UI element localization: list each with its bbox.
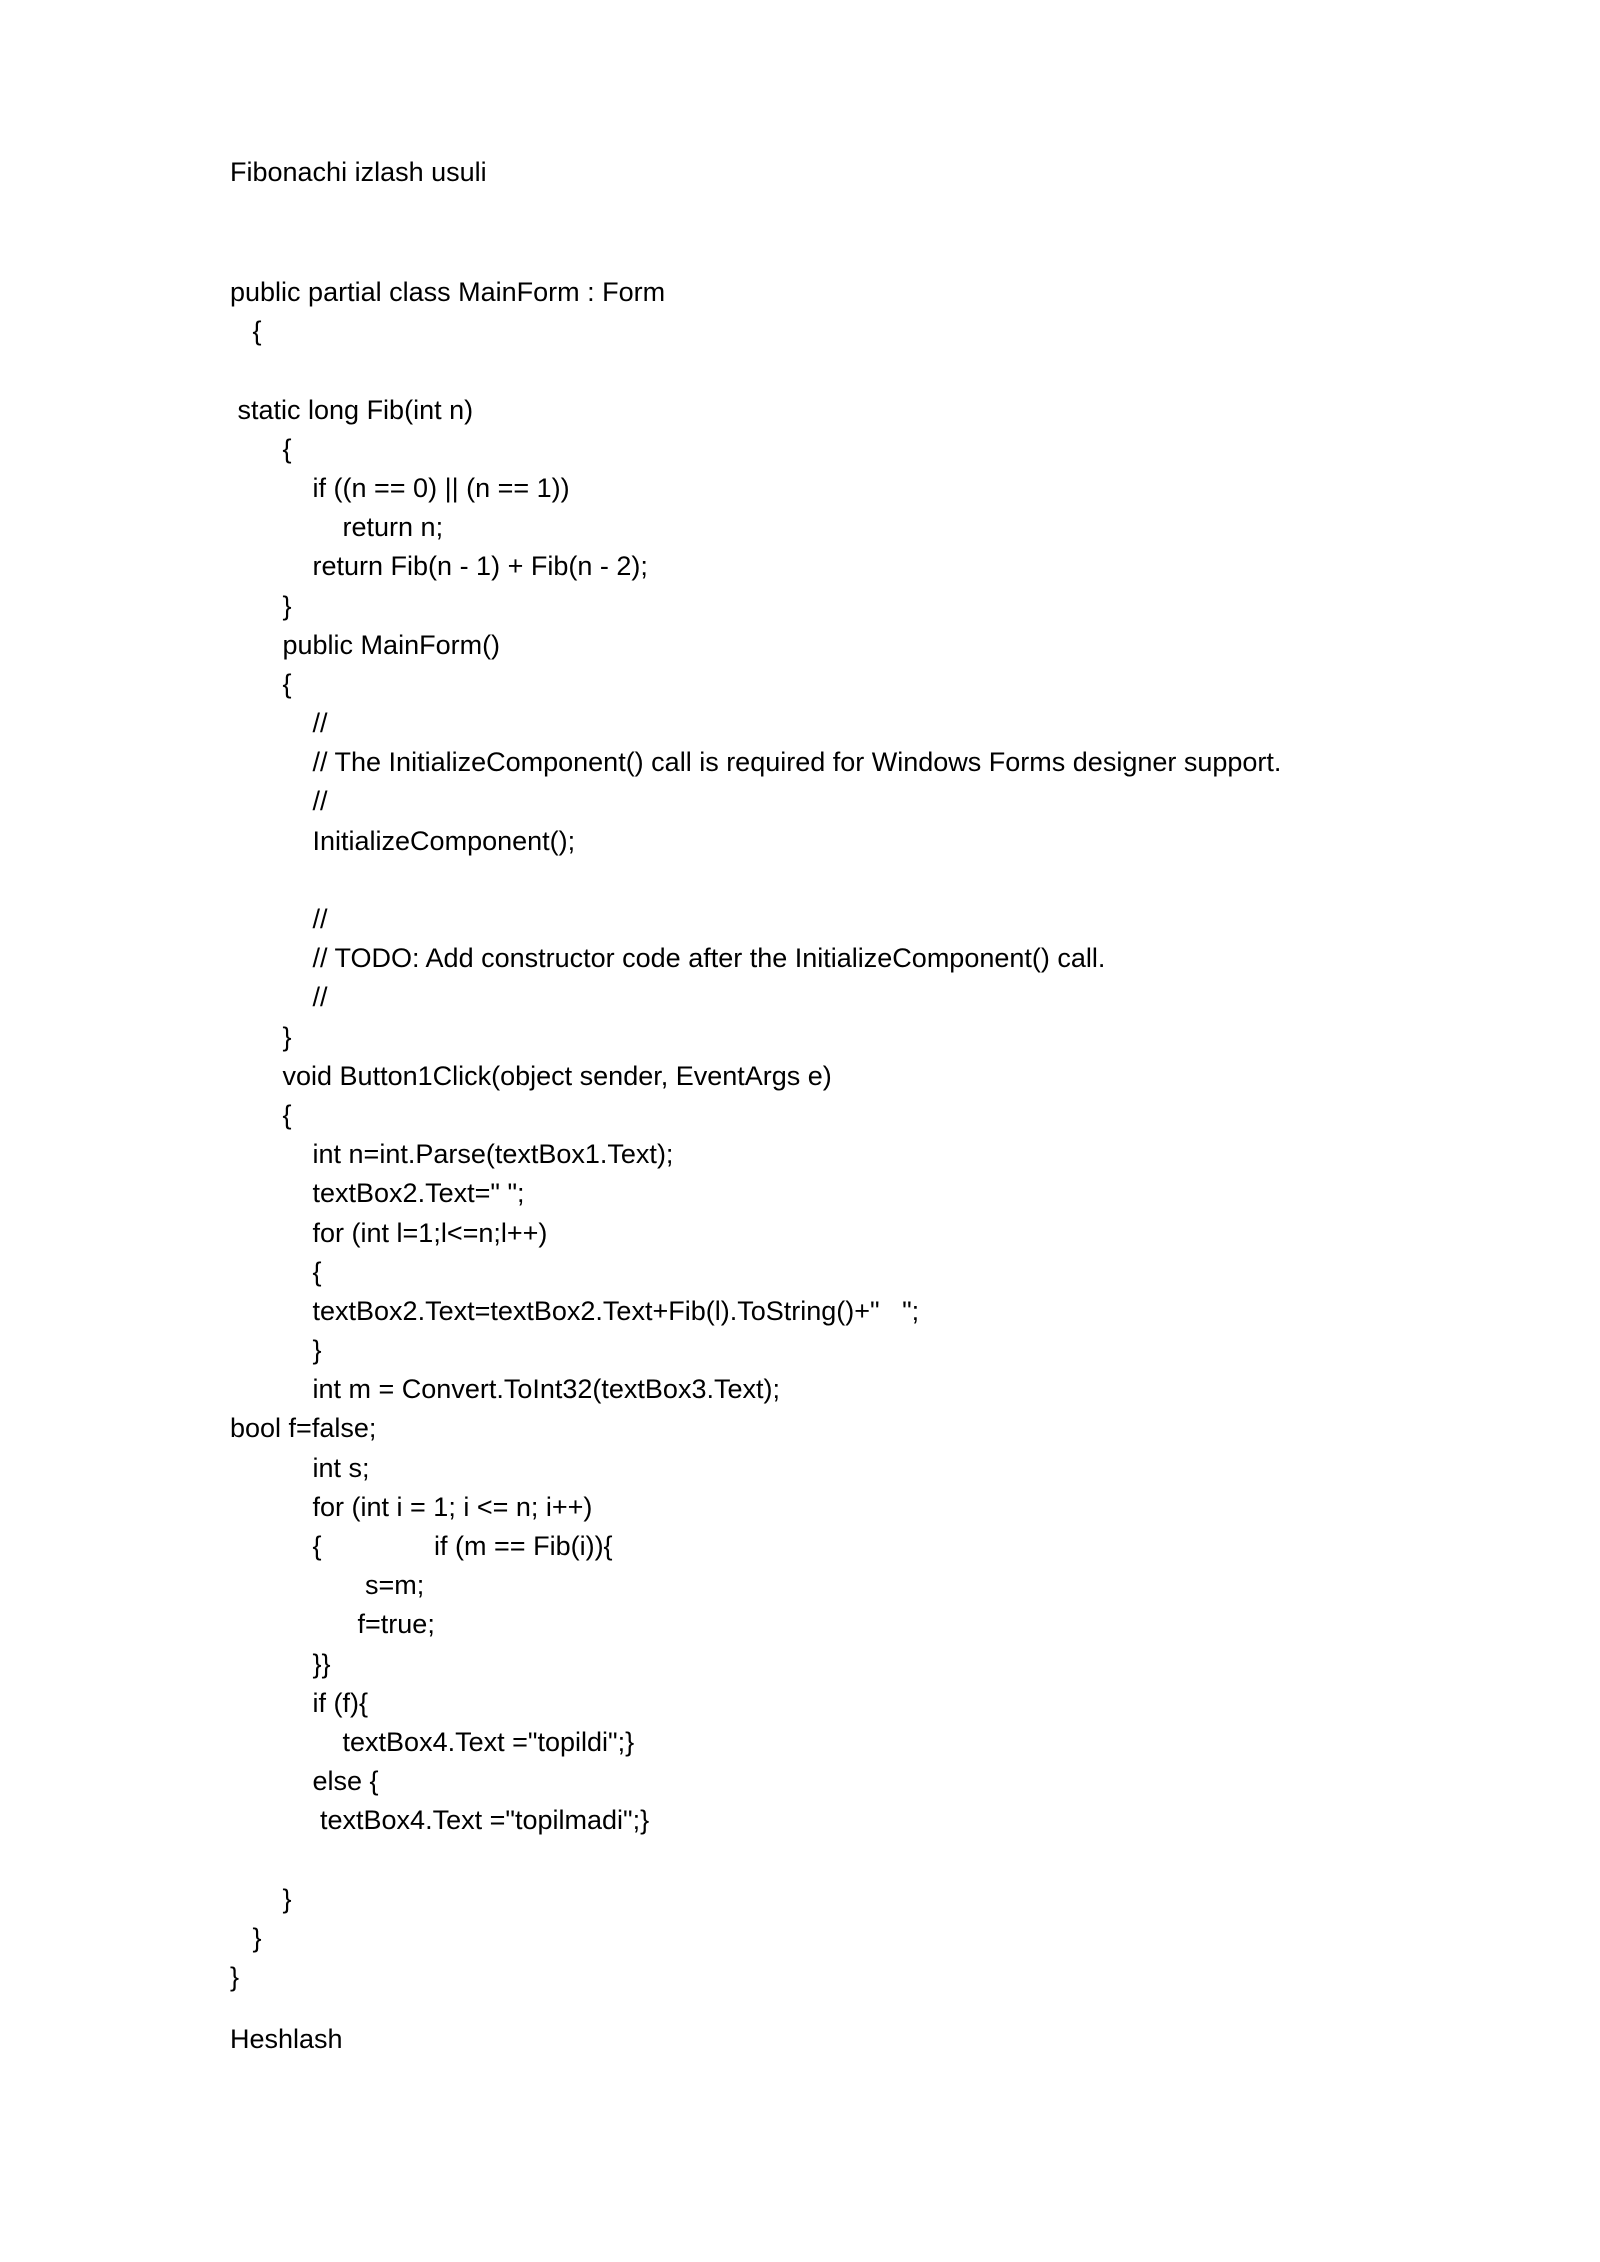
code-line: for (int l=1;l<=n;l++) bbox=[230, 1217, 548, 1248]
code-line: if ((n == 0) || (n == 1)) bbox=[230, 472, 570, 503]
code-line: } bbox=[230, 1922, 262, 1953]
code-line: { if (m == Fib(i)){ bbox=[230, 1531, 613, 1561]
code-line: // bbox=[230, 786, 328, 817]
code-line: f=true; bbox=[230, 1609, 435, 1640]
code-line: static long Fib(int n) bbox=[230, 394, 474, 425]
code-line: { bbox=[230, 1099, 292, 1130]
code-line: int m = Convert.ToInt32(textBox3.Text); bbox=[230, 1374, 780, 1405]
code-line: // TODO: Add constructor code after the InitializeComponent() call. bbox=[230, 943, 1106, 974]
code-line: // bbox=[230, 708, 328, 739]
code-line bbox=[230, 1841, 1281, 1880]
code-line: { bbox=[230, 316, 262, 347]
code-line: bool f=false; bbox=[230, 1413, 377, 1444]
code-line: int s; bbox=[230, 1452, 370, 1483]
code-line: textBox2.Text=textBox2.Text+Fib(l).ToString()+" "; bbox=[230, 1295, 920, 1326]
code-line: }} bbox=[230, 1648, 331, 1679]
code-line: if (f){ bbox=[230, 1687, 369, 1718]
code-line: for (int i = 1; i <= n; i++) bbox=[230, 1491, 593, 1522]
code-line: { bbox=[230, 1256, 322, 1287]
code-line: return Fib(n - 1) + Fib(n - 2); bbox=[230, 551, 648, 582]
code-line: public MainForm() bbox=[230, 629, 501, 660]
code-line: } bbox=[230, 590, 292, 621]
code-line: public partial class MainForm : Form bbox=[230, 277, 666, 307]
code-block bbox=[230, 273, 1281, 1997]
code-line bbox=[230, 351, 1281, 390]
code-line: } bbox=[230, 1021, 292, 1052]
code-line: { bbox=[230, 668, 292, 699]
code-line: } bbox=[230, 1335, 322, 1366]
code-line: int n=int.Parse(textBox1.Text); bbox=[230, 1139, 674, 1170]
code-line: void Button1Click(object sender, EventArgs e) bbox=[230, 1060, 832, 1091]
code-line: s=m; bbox=[230, 1570, 425, 1601]
code-line: // bbox=[230, 982, 328, 1013]
code-line: textBox4.Text ="topildi";} bbox=[230, 1726, 635, 1757]
code-line: { bbox=[230, 433, 292, 464]
code-line: textBox4.Text ="topilmadi";} bbox=[230, 1805, 650, 1836]
code-line: textBox2.Text=" "; bbox=[230, 1178, 525, 1209]
code-line: // bbox=[230, 904, 328, 934]
code-line bbox=[230, 861, 1281, 900]
code-line: // The InitializeComponent() call is required for Windows Forms designer support. bbox=[230, 747, 1282, 778]
code-line: InitializeComponent(); bbox=[230, 825, 576, 856]
code-line: } bbox=[230, 1962, 240, 1993]
code-line: else { bbox=[230, 1766, 379, 1797]
code-line: } bbox=[230, 1883, 292, 1914]
section-heading: Heshlash bbox=[230, 2024, 343, 2054]
document-title: Fibonachi izlash usuli bbox=[230, 157, 487, 187]
code-line: return n; bbox=[230, 512, 444, 543]
